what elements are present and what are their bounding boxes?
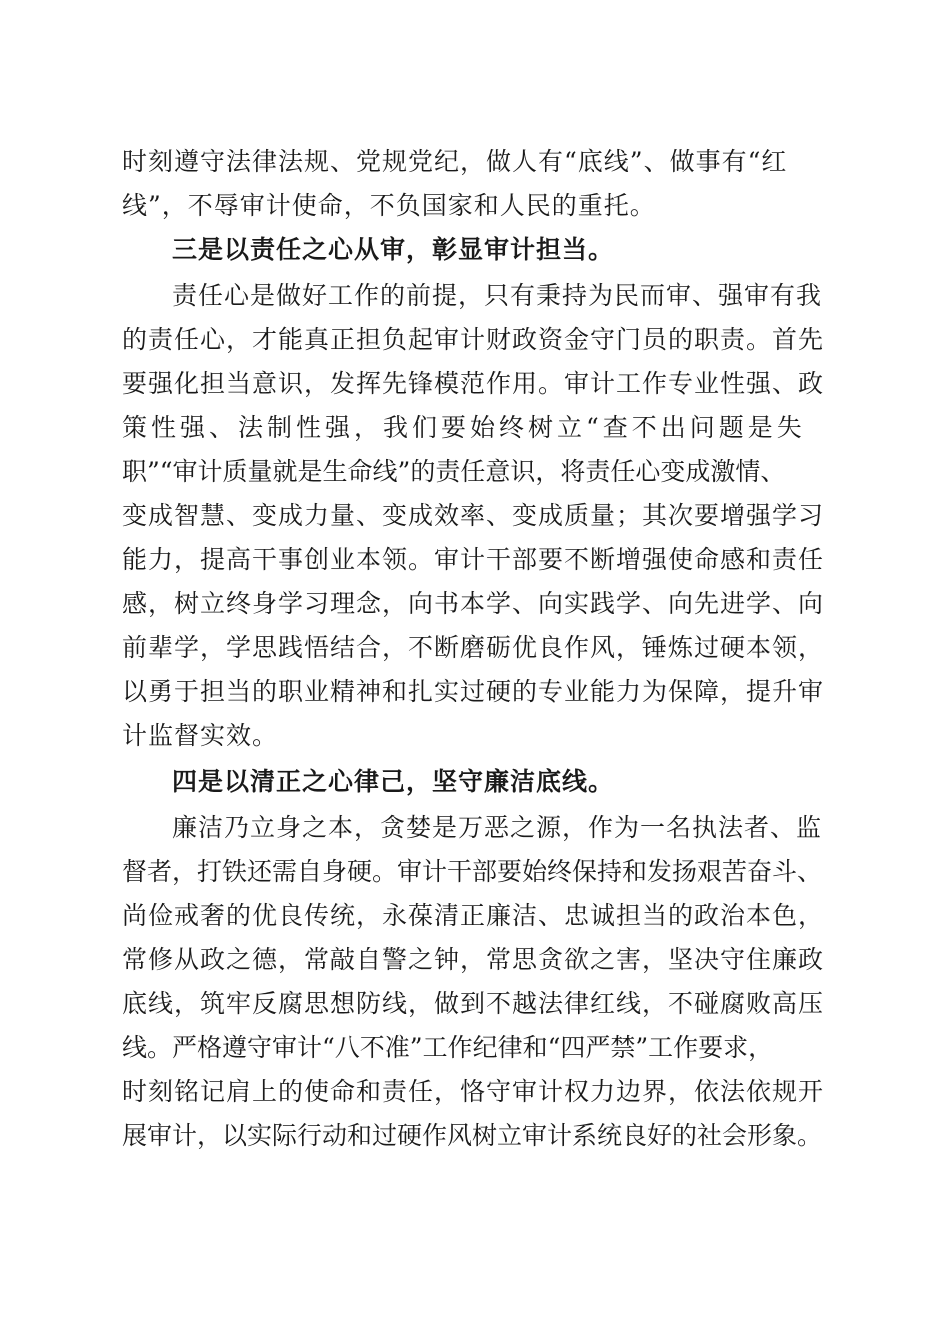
paragraph-line: 能力，提高干事创业本领。审计干部要不断增强使命感和责任 (122, 545, 825, 574)
section-heading-4: 四是以清正之心律己，坚守廉洁底线。 (172, 767, 615, 796)
paragraph-line: 时刻铭记肩上的使命和责任，恪守审计权力边界，依法依规开 (122, 1077, 825, 1106)
paragraph-line: 线。严格遵守审计“八不准”工作纪律和“四严禁”工作要求， (122, 1033, 774, 1062)
paragraph-line: 的责任心，才能真正担负起审计财政资金守门员的职责。首先 (122, 325, 825, 354)
paragraph-line: 廉洁乃立身之本，贪婪是万恶之源，作为一名执法者、监 (172, 813, 823, 842)
paragraph-line: 底线，筑牢反腐思想防线，做到不越法律红线，不碰腐败高压 (122, 989, 825, 1018)
paragraph-line: 尚俭戒奢的优良传统，永葆清正廉洁、忠诚担当的政治本色， (122, 901, 825, 930)
paragraph-line: 责任心是做好工作的前提，只有秉持为民而审、强审有我 (172, 281, 823, 310)
paragraph-line: 督者，打铁还需自身硬。审计干部要始终保持和发扬艰苦奋斗、 (122, 857, 823, 886)
paragraph-line: 感，树立终身学习理念，向书本学、向实践学、向先进学、向 (122, 589, 825, 618)
paragraph-line: 要强化担当意识，发挥先锋模范作用。审计工作专业性强、政 (122, 369, 825, 398)
paragraph-line: 时刻遵守法律法规、党规党纪，做人有“底线”、做事有“红 (122, 147, 788, 176)
paragraph-line: 常修从政之德，常敲自警之钟，常思贪欲之害，坚决守住廉政 (122, 945, 825, 974)
section-heading-3: 三是以责任之心从审，彰显审计担当。 (172, 235, 615, 264)
paragraph-line: 以勇于担当的职业精神和扎实过硬的专业能力为保障，提升审 (122, 677, 825, 706)
paragraph-line: 职”“审计质量就是生命线”的责任意识，将责任心变成激情、 (122, 457, 786, 486)
paragraph-line: 前辈学，学思践悟结合，不断磨砺优良作风，锤炼过硬本领， (122, 633, 825, 662)
paragraph-line: 策性强、法制性强，我们要始终树立“查不出问题是失 (122, 413, 806, 442)
paragraph-line: 变成智慧、变成力量、变成效率、变成质量；其次要增强学习 (122, 501, 825, 530)
paragraph-line: 计监督实效。 (122, 721, 279, 750)
paragraph-line: 展审计，以实际行动和过硬作风树立审计系统良好的社会形象。 (122, 1121, 823, 1150)
paragraph-line: 线”，不辱审计使命，不负国家和人民的重托。 (122, 191, 656, 220)
